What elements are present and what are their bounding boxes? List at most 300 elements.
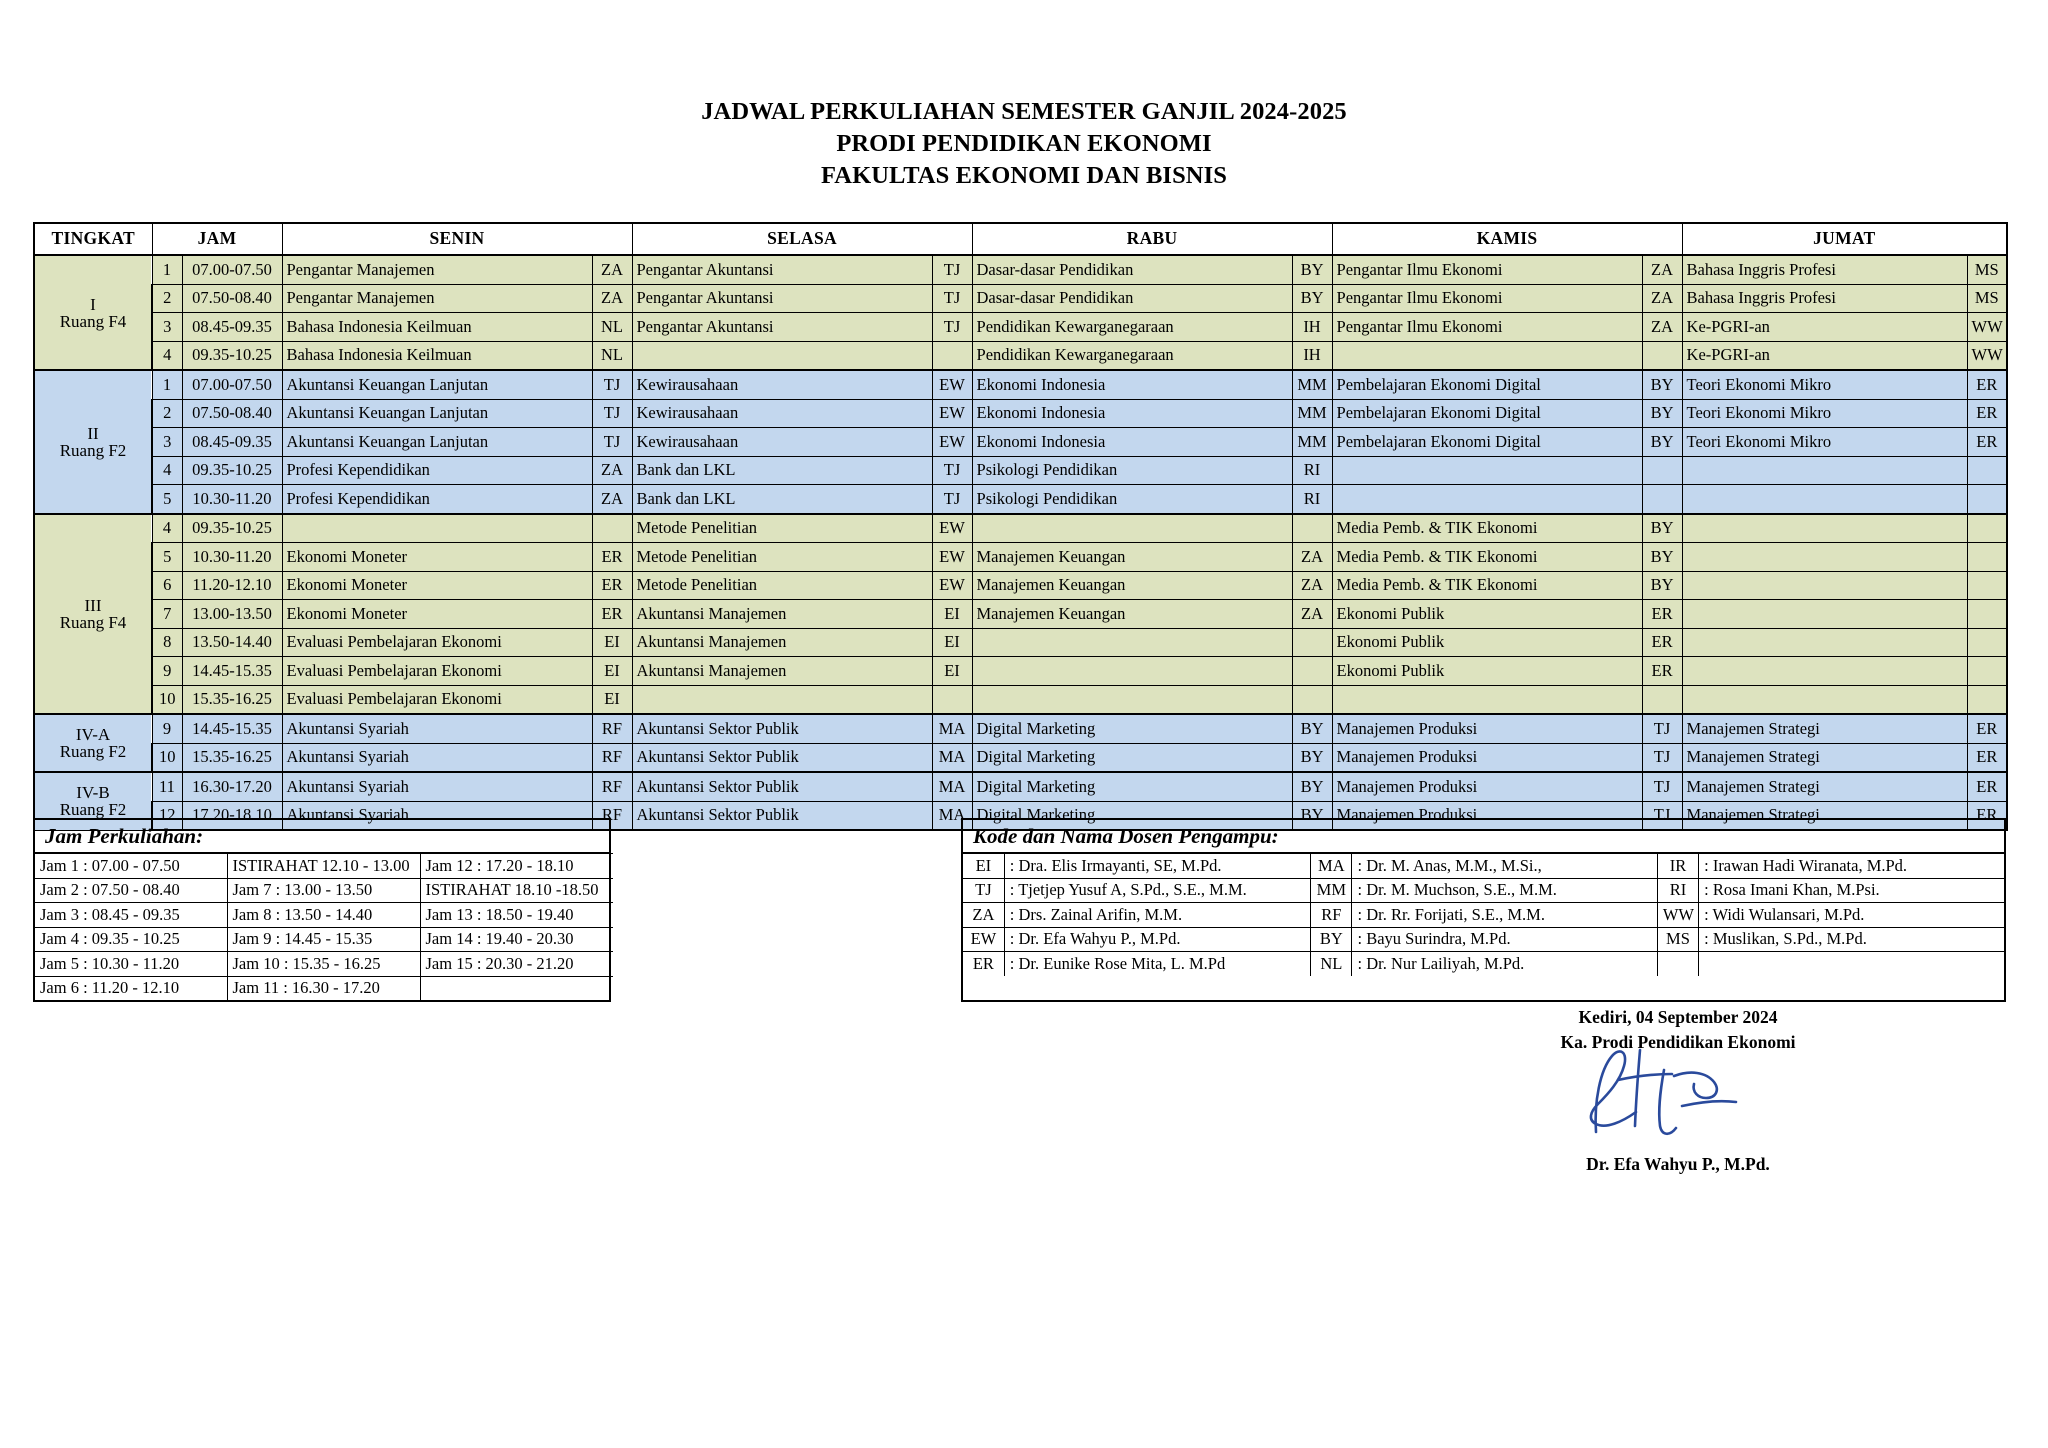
dosen-code-cell: MS — [1657, 927, 1698, 952]
row-number-cell: 2 — [152, 399, 182, 428]
course-cell-kamis: Ekonomi Publik — [1332, 600, 1642, 629]
schedule-row — [34, 772, 2007, 801]
course-cell-selasa: Akuntansi Sektor Publik — [632, 772, 932, 801]
lecturer-code-cell-senin: EI — [592, 628, 632, 657]
lecturer-code-cell-senin: TJ — [592, 428, 632, 457]
course-cell-selasa: Akuntansi Sektor Publik — [632, 801, 932, 830]
lecturer-code-cell-jumat: ER — [1967, 801, 2007, 830]
lecturer-code-cell-kamis: BY — [1642, 514, 1682, 543]
lecturer-code-cell-selasa: MA — [932, 772, 972, 801]
course-cell-kamis: Manajemen Produksi — [1332, 801, 1642, 830]
lecturer-code-cell-kamis — [1642, 456, 1682, 485]
lecturer-code-cell-kamis: TJ — [1642, 801, 1682, 830]
row-number-cell: 2 — [152, 284, 182, 313]
course-cell-senin: Evaluasi Pembelajaran Ekonomi — [282, 628, 592, 657]
tingkat-cell — [34, 255, 152, 370]
lecturer-code-cell-rabu: ZA — [1292, 600, 1332, 629]
lecturer-code-cell-rabu — [1292, 685, 1332, 714]
course-cell-selasa: Akuntansi Sektor Publik — [632, 714, 932, 743]
dosen-code-cell: RF — [1311, 903, 1352, 928]
schedule-row — [34, 428, 2007, 457]
lecturer-code-cell-kamis: BY — [1642, 428, 1682, 457]
course-cell-senin — [282, 514, 592, 543]
schedule-row — [34, 485, 2007, 514]
course-cell-kamis: Manajemen Produksi — [1332, 714, 1642, 743]
lecturer-code-cell-kamis: ER — [1642, 657, 1682, 686]
time-slot-cell: 13.00-13.50 — [182, 600, 282, 629]
course-cell-rabu: Manajemen Keuangan — [972, 571, 1292, 600]
row-number-cell: 4 — [152, 341, 182, 370]
jam-perkuliahan-title: Jam Perkuliahan: — [35, 820, 609, 853]
course-cell-rabu — [972, 628, 1292, 657]
lecturer-code-cell-senin: ZA — [592, 485, 632, 514]
lecturer-code-cell-selasa: EW — [932, 514, 972, 543]
jam-legend-cell: Jam 13 : 18.50 - 19.40 — [420, 903, 613, 928]
row-number-cell: 7 — [152, 600, 182, 629]
signature-role: Ka. Prodi Pendidikan Ekonomi — [1560, 1032, 1796, 1053]
course-cell-senin: Akuntansi Syariah — [282, 714, 592, 743]
course-cell-senin: Profesi Kependidikan — [282, 456, 592, 485]
tingkat-room: Ruang F2 — [59, 742, 127, 761]
lecturer-code-cell-jumat: ER — [1967, 399, 2007, 428]
lecturer-code-cell-rabu — [1292, 657, 1332, 686]
lecturer-code-cell-selasa: MA — [932, 743, 972, 772]
course-cell-kamis: Manajemen Produksi — [1332, 743, 1642, 772]
header-kamis: KAMIS — [1332, 223, 1682, 255]
jam-legend-row — [35, 976, 613, 1000]
lecturer-code-cell-selasa: EW — [932, 571, 972, 600]
lecturer-code-cell-jumat: ER — [1967, 428, 2007, 457]
dosen-code-cell: EW — [963, 927, 1004, 952]
course-cell-rabu: Digital Marketing — [972, 801, 1292, 830]
dosen-code-cell — [1657, 952, 1698, 976]
tingkat-room: Ruang F2 — [59, 800, 127, 820]
lecturer-code-cell-senin: RF — [592, 714, 632, 743]
lecturer-code-cell-senin — [592, 514, 632, 543]
lecturer-code-cell-senin: ER — [592, 600, 632, 629]
lecturer-code-cell-kamis: ZA — [1642, 284, 1682, 313]
row-number-cell: 4 — [152, 456, 182, 485]
schedule-table — [33, 222, 2008, 831]
time-slot-cell: 15.35-16.25 — [182, 743, 282, 772]
course-cell-kamis: Ekonomi Publik — [1332, 628, 1642, 657]
lecturer-code-cell-senin: EI — [592, 685, 632, 714]
lecturer-code-cell-jumat — [1967, 685, 2007, 714]
jam-legend-cell: Jam 10 : 15.35 - 16.25 — [227, 952, 420, 977]
course-cell-rabu: Digital Marketing — [972, 714, 1292, 743]
course-cell-rabu: Ekonomi Indonesia — [972, 428, 1292, 457]
time-slot-cell: 11.20-12.10 — [182, 571, 282, 600]
dosen-code-cell: EI — [963, 854, 1004, 879]
tingkat-cell — [34, 714, 152, 772]
tingkat-level: III — [84, 595, 102, 615]
schedule-table-body — [34, 255, 2007, 830]
header-senin: SENIN — [282, 223, 632, 255]
tingkat-level: IV-B — [76, 783, 110, 803]
lecturer-code-cell-senin: RF — [592, 772, 632, 801]
course-cell-rabu: Psikologi Pendidikan — [972, 485, 1292, 514]
lecturer-code-cell-jumat: ER — [1967, 714, 2007, 743]
course-cell-kamis: Pembelajaran Ekonomi Digital — [1332, 399, 1642, 428]
lecturer-code-cell-kamis — [1642, 485, 1682, 514]
course-cell-jumat: Manajemen Strategi — [1682, 772, 1967, 801]
course-cell-rabu: Psikologi Pendidikan — [972, 456, 1292, 485]
course-cell-rabu: Digital Marketing — [972, 743, 1292, 772]
lecturer-code-cell-senin: TJ — [592, 399, 632, 428]
lecturer-code-cell-rabu: IH — [1292, 341, 1332, 370]
course-cell-jumat — [1682, 685, 1967, 714]
lecturer-code-cell-senin: RF — [592, 743, 632, 772]
course-cell-senin: Pengantar Manajemen — [282, 284, 592, 313]
course-cell-selasa: Pengantar Akuntansi — [632, 255, 932, 284]
row-number-cell: 12 — [152, 801, 182, 830]
dosen-name-cell: : Dr. M. Muchson, S.E., M.M. — [1352, 878, 1657, 903]
lecturer-code-cell-jumat: WW — [1967, 313, 2007, 342]
course-cell-rabu: Manajemen Keuangan — [972, 543, 1292, 572]
lecturer-code-cell-rabu: BY — [1292, 284, 1332, 313]
schedule-table-container — [33, 222, 2006, 831]
header-rabu: RABU — [972, 223, 1332, 255]
course-cell-rabu: Pendidikan Kewarganegaraan — [972, 341, 1292, 370]
course-cell-rabu: Pendidikan Kewarganegaraan — [972, 313, 1292, 342]
course-cell-selasa: Metode Penelitian — [632, 543, 932, 572]
course-cell-senin: Akuntansi Syariah — [282, 772, 592, 801]
course-cell-rabu: Ekonomi Indonesia — [972, 399, 1292, 428]
lecturer-code-cell-rabu: MM — [1292, 370, 1332, 399]
row-number-cell: 3 — [152, 313, 182, 342]
row-number-cell: 1 — [152, 255, 182, 284]
time-slot-cell: 17.20-18.10 — [182, 801, 282, 830]
schedule-row — [34, 543, 2007, 572]
row-number-cell: 9 — [152, 714, 182, 743]
course-cell-kamis — [1332, 341, 1642, 370]
schedule-row — [34, 341, 2007, 370]
schedule-row — [34, 571, 2007, 600]
course-cell-selasa: Bank dan LKL — [632, 485, 932, 514]
schedule-row — [34, 456, 2007, 485]
course-cell-senin: Ekonomi Moneter — [282, 543, 592, 572]
course-cell-selasa: Kewirausahaan — [632, 399, 932, 428]
footer-legend-row — [33, 818, 2006, 1002]
course-cell-jumat: Manajemen Strategi — [1682, 743, 1967, 772]
jam-legend-cell: ISTIRAHAT 18.10 -18.50 — [420, 878, 613, 903]
row-number-cell: 3 — [152, 428, 182, 457]
schedule-row — [34, 628, 2007, 657]
time-slot-cell: 15.35-16.25 — [182, 685, 282, 714]
lecturer-code-cell-selasa: TJ — [932, 255, 972, 284]
lecturer-code-cell-selasa — [932, 341, 972, 370]
dosen-name-cell: : Widi Wulansari, M.Pd. — [1699, 903, 2004, 928]
schedule-row — [34, 514, 2007, 543]
row-number-cell: 4 — [152, 514, 182, 543]
lecturer-code-cell-rabu: MM — [1292, 399, 1332, 428]
course-cell-jumat: Teori Ekonomi Mikro — [1682, 428, 1967, 457]
lecturer-code-cell-selasa: EI — [932, 600, 972, 629]
course-cell-selasa: Kewirausahaan — [632, 428, 932, 457]
schedule-row — [34, 284, 2007, 313]
jam-perkuliahan-table — [35, 853, 613, 1000]
lecturer-code-cell-jumat: WW — [1967, 341, 2007, 370]
jam-legend-cell: Jam 12 : 17.20 - 18.10 — [420, 854, 613, 879]
course-cell-senin: Akuntansi Syariah — [282, 801, 592, 830]
lecturer-code-cell-jumat: MS — [1967, 255, 2007, 284]
jam-legend-cell: Jam 15 : 20.30 - 21.20 — [420, 952, 613, 977]
course-cell-senin: Profesi Kependidikan — [282, 485, 592, 514]
course-cell-selasa — [632, 685, 932, 714]
lecturer-code-cell-selasa — [932, 685, 972, 714]
lecturer-code-cell-selasa: TJ — [932, 284, 972, 313]
lecturer-code-cell-senin: EI — [592, 657, 632, 686]
lecturer-code-cell-rabu: BY — [1292, 255, 1332, 284]
jam-legend-cell: Jam 7 : 13.00 - 13.50 — [227, 878, 420, 903]
course-cell-kamis: Pembelajaran Ekonomi Digital — [1332, 370, 1642, 399]
legend-spacer — [611, 818, 961, 1002]
course-cell-rabu: Dasar-dasar Pendidikan — [972, 255, 1292, 284]
course-cell-senin: Bahasa Indonesia Keilmuan — [282, 313, 592, 342]
time-slot-cell: 07.00-07.50 — [182, 370, 282, 399]
course-cell-selasa — [632, 341, 932, 370]
time-slot-cell: 07.50-08.40 — [182, 284, 282, 313]
title-line-3: FAKULTAS EKONOMI DAN BISNIS — [821, 161, 1227, 189]
schedule-row — [34, 685, 2007, 714]
lecturer-code-cell-senin: RF — [592, 801, 632, 830]
lecturer-code-cell-rabu — [1292, 514, 1332, 543]
lecturer-code-cell-kamis: ZA — [1642, 255, 1682, 284]
course-cell-selasa: Kewirausahaan — [632, 370, 932, 399]
lecturer-code-cell-jumat: ER — [1967, 772, 2007, 801]
course-cell-senin: Akuntansi Keuangan Lanjutan — [282, 370, 592, 399]
course-cell-selasa: Akuntansi Manajemen — [632, 600, 932, 629]
row-number-cell: 1 — [152, 370, 182, 399]
time-slot-cell: 14.45-15.35 — [182, 714, 282, 743]
lecturer-code-cell-selasa: EW — [932, 543, 972, 572]
time-slot-cell: 10.30-11.20 — [182, 543, 282, 572]
course-cell-jumat — [1682, 600, 1967, 629]
row-number-cell: 6 — [152, 571, 182, 600]
jam-legend-row — [35, 854, 613, 879]
title-line-2: PRODI PENDIDIKAN EKONOMI — [836, 129, 1212, 157]
dosen-name-cell: : Dr. Nur Lailiyah, M.Pd. — [1352, 952, 1657, 976]
course-cell-jumat: Bahasa Inggris Profesi — [1682, 284, 1967, 313]
lecturer-code-cell-jumat — [1967, 657, 2007, 686]
schedule-row — [34, 743, 2007, 772]
lecturer-code-cell-rabu: BY — [1292, 743, 1332, 772]
course-cell-senin: Ekonomi Moneter — [282, 600, 592, 629]
course-cell-senin: Akuntansi Syariah — [282, 743, 592, 772]
course-cell-jumat — [1682, 543, 1967, 572]
schedule-row — [34, 399, 2007, 428]
course-cell-jumat — [1682, 571, 1967, 600]
course-cell-rabu — [972, 685, 1292, 714]
lecturer-code-cell-jumat — [1967, 571, 2007, 600]
course-cell-senin: Akuntansi Keuangan Lanjutan — [282, 399, 592, 428]
time-slot-cell: 10.30-11.20 — [182, 485, 282, 514]
row-number-cell: 5 — [152, 485, 182, 514]
time-slot-cell: 08.45-09.35 — [182, 428, 282, 457]
dosen-name-cell: : Drs. Zainal Arifin, M.M. — [1004, 903, 1310, 928]
course-cell-kamis: Manajemen Produksi — [1332, 772, 1642, 801]
jam-legend-cell: Jam 8 : 13.50 - 14.40 — [227, 903, 420, 928]
course-cell-selasa: Akuntansi Manajemen — [632, 628, 932, 657]
lecturer-code-cell-selasa: MA — [932, 801, 972, 830]
document-title-block — [0, 0, 2048, 192]
course-cell-senin: Ekonomi Moneter — [282, 571, 592, 600]
course-cell-jumat: Manajemen Strategi — [1682, 801, 1967, 830]
tingkat-level: II — [87, 423, 99, 443]
course-cell-rabu: Ekonomi Indonesia — [972, 370, 1292, 399]
schedule-row — [34, 657, 2007, 686]
lecturer-code-cell-senin: NL — [592, 341, 632, 370]
dosen-code-cell: ZA — [963, 903, 1004, 928]
dosen-code-cell: NL — [1311, 952, 1352, 976]
lecturer-code-cell-jumat — [1967, 456, 2007, 485]
course-cell-selasa: Metode Penelitian — [632, 571, 932, 600]
dosen-name-cell: : Bayu Surindra, M.Pd. — [1352, 927, 1657, 952]
course-cell-jumat: Teori Ekonomi Mikro — [1682, 399, 1967, 428]
lecturer-code-cell-jumat: ER — [1967, 370, 2007, 399]
schedule-header-row — [34, 223, 2007, 255]
header-selasa: SELASA — [632, 223, 972, 255]
kode-dosen-table — [963, 853, 2004, 976]
course-cell-kamis: Pengantar Ilmu Ekonomi — [1332, 255, 1642, 284]
signature-name: Dr. Efa Wahyu P., M.Pd. — [1586, 1153, 1770, 1174]
schedule-row — [34, 255, 2007, 284]
row-number-cell: 8 — [152, 628, 182, 657]
course-cell-kamis: Media Pemb. & TIK Ekonomi — [1332, 514, 1642, 543]
lecturer-code-cell-kamis: ER — [1642, 600, 1682, 629]
jam-legend-row — [35, 903, 613, 928]
course-cell-jumat: Bahasa Inggris Profesi — [1682, 255, 1967, 284]
jam-legend-cell: Jam 6 : 11.20 - 12.10 — [35, 976, 227, 1000]
lecturer-code-cell-rabu: BY — [1292, 772, 1332, 801]
course-cell-kamis — [1332, 456, 1642, 485]
dosen-code-cell: WW — [1657, 903, 1698, 928]
lecturer-code-cell-kamis: TJ — [1642, 772, 1682, 801]
course-cell-kamis: Pengantar Ilmu Ekonomi — [1332, 284, 1642, 313]
lecturer-code-cell-selasa: EI — [932, 657, 972, 686]
lecturer-code-cell-kamis: ER — [1642, 628, 1682, 657]
row-number-cell: 9 — [152, 657, 182, 686]
lecturer-code-cell-rabu: ZA — [1292, 543, 1332, 572]
time-slot-cell: 07.00-07.50 — [182, 255, 282, 284]
dosen-name-cell — [1699, 952, 2004, 976]
course-cell-senin: Bahasa Indonesia Keilmuan — [282, 341, 592, 370]
time-slot-cell: 09.35-10.25 — [182, 341, 282, 370]
jam-legend-cell — [420, 976, 613, 1000]
dosen-code-cell: ER — [963, 952, 1004, 976]
time-slot-cell: 09.35-10.25 — [182, 514, 282, 543]
course-cell-kamis: Media Pemb. & TIK Ekonomi — [1332, 543, 1642, 572]
course-cell-kamis: Pengantar Ilmu Ekonomi — [1332, 313, 1642, 342]
course-cell-kamis: Ekonomi Publik — [1332, 657, 1642, 686]
jam-legend-cell: Jam 11 : 16.30 - 17.20 — [227, 976, 420, 1000]
lecturer-code-cell-jumat — [1967, 628, 2007, 657]
lecturer-code-cell-senin: ER — [592, 543, 632, 572]
tingkat-room: Ruang F4 — [59, 612, 127, 632]
kode-dosen-box — [961, 818, 2006, 1002]
dosen-code-cell: IR — [1657, 854, 1698, 879]
lecturer-code-cell-rabu: IH — [1292, 313, 1332, 342]
tingkat-cell — [34, 514, 152, 715]
lecturer-code-cell-kamis — [1642, 685, 1682, 714]
jam-legend-cell: Jam 4 : 09.35 - 10.25 — [35, 927, 227, 952]
dosen-legend-row — [963, 952, 2004, 976]
dosen-legend-row — [963, 854, 2004, 879]
dosen-code-cell: TJ — [963, 878, 1004, 903]
dosen-legend-row — [963, 903, 2004, 928]
lecturer-code-cell-selasa: EI — [932, 628, 972, 657]
course-cell-selasa: Pengantar Akuntansi — [632, 313, 932, 342]
dosen-legend-row — [963, 927, 2004, 952]
lecturer-code-cell-jumat: MS — [1967, 284, 2007, 313]
dosen-name-cell: : Dra. Elis Irmayanti, SE, M.Pd. — [1004, 854, 1310, 879]
dosen-code-cell: BY — [1311, 927, 1352, 952]
lecturer-code-cell-selasa: TJ — [932, 485, 972, 514]
lecturer-code-cell-kamis: TJ — [1642, 714, 1682, 743]
lecturer-code-cell-senin: ZA — [592, 284, 632, 313]
row-number-cell: 10 — [152, 743, 182, 772]
dosen-name-cell: : Dr. M. Anas, M.M., M.Si., — [1352, 854, 1657, 879]
dosen-name-cell: : Muslikan, S.Pd., M.Pd. — [1699, 927, 2004, 952]
dosen-code-cell: MM — [1311, 878, 1352, 903]
row-number-cell: 5 — [152, 543, 182, 572]
jam-legend-row — [35, 927, 613, 952]
schedule-row — [34, 370, 2007, 399]
course-cell-jumat — [1682, 456, 1967, 485]
course-cell-rabu: Dasar-dasar Pendidikan — [972, 284, 1292, 313]
course-cell-selasa: Bank dan LKL — [632, 456, 932, 485]
lecturer-code-cell-senin: NL — [592, 313, 632, 342]
tingkat-cell — [34, 370, 152, 514]
course-cell-jumat: Ke-PGRI-an — [1682, 313, 1967, 342]
tingkat-level: IV-A — [75, 725, 111, 744]
course-cell-jumat — [1682, 657, 1967, 686]
course-cell-senin: Pengantar Manajemen — [282, 255, 592, 284]
jam-legend-cell: Jam 1 : 07.00 - 07.50 — [35, 854, 227, 879]
time-slot-cell: 14.45-15.35 — [182, 657, 282, 686]
lecturer-code-cell-senin: ER — [592, 571, 632, 600]
course-cell-jumat — [1682, 485, 1967, 514]
course-cell-rabu: Digital Marketing — [972, 772, 1292, 801]
dosen-name-cell: : Irawan Hadi Wiranata, M.Pd. — [1699, 854, 2004, 879]
tingkat-room: Ruang F2 — [59, 440, 127, 460]
schedule-row — [34, 600, 2007, 629]
signature-block — [1468, 1005, 1888, 1177]
dosen-name-cell: : Dr. Efa Wahyu P., M.Pd. — [1004, 927, 1310, 952]
course-cell-rabu: Manajemen Keuangan — [972, 600, 1292, 629]
kode-dosen-title: Kode dan Nama Dosen Pengampu: — [963, 820, 2004, 853]
dosen-name-cell: : Rosa Imani Khan, M.Psi. — [1699, 878, 2004, 903]
course-cell-jumat — [1682, 628, 1967, 657]
tingkat-level: I — [90, 294, 96, 314]
lecturer-code-cell-selasa: EW — [932, 428, 972, 457]
time-slot-cell: 09.35-10.25 — [182, 456, 282, 485]
lecturer-code-cell-rabu: MM — [1292, 428, 1332, 457]
course-cell-jumat: Manajemen Strategi — [1682, 714, 1967, 743]
lecturer-code-cell-rabu: BY — [1292, 801, 1332, 830]
jam-legend-cell: Jam 2 : 07.50 - 08.40 — [35, 878, 227, 903]
lecturer-code-cell-selasa: EW — [932, 399, 972, 428]
lecturer-code-cell-selasa: TJ — [932, 313, 972, 342]
time-slot-cell: 07.50-08.40 — [182, 399, 282, 428]
jam-legend-cell: Jam 14 : 19.40 - 20.30 — [420, 927, 613, 952]
time-slot-cell: 08.45-09.35 — [182, 313, 282, 342]
jam-legend-cell: ISTIRAHAT 12.10 - 13.00 — [227, 854, 420, 879]
header-tingkat: TINGKAT — [34, 223, 152, 255]
lecturer-code-cell-jumat — [1967, 485, 2007, 514]
time-slot-cell: 16.30-17.20 — [182, 772, 282, 801]
dosen-legend-row — [963, 878, 2004, 903]
